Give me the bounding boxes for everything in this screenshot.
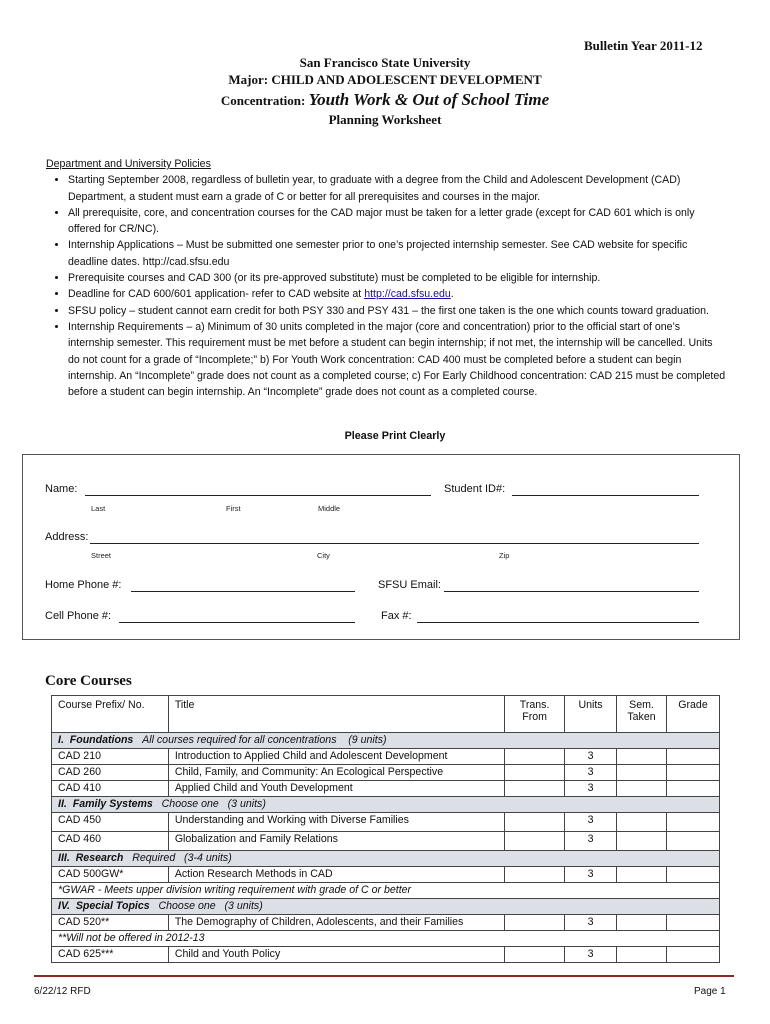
sem-taken-cell[interactable] <box>617 947 667 963</box>
course-title: Child, Family, and Community: An Ecological Perspective <box>168 765 504 781</box>
trans-from-cell[interactable] <box>505 749 565 765</box>
concentration-label: Concentration: <box>220 93 306 108</box>
please-print-note: Please Print Clearly <box>344 430 446 442</box>
units-cell: 3 <box>565 765 617 781</box>
bulletin-year: Bulletin Year 2011-12 <box>584 38 703 53</box>
home-phone-label: Home Phone #: <box>45 579 122 591</box>
major-name: CHILD AND ADOLESCENT DEVELOPMENT <box>271 72 542 87</box>
address-field[interactable] <box>90 531 699 544</box>
sem-taken-cell[interactable] <box>617 749 667 765</box>
trans-from-cell[interactable] <box>505 832 565 851</box>
units-cell: 3 <box>565 781 617 797</box>
course-code: CAD 260 <box>52 765 169 781</box>
policy-item-deadline <box>68 286 726 302</box>
deadline-end: . <box>450 288 454 301</box>
trans-from-cell[interactable] <box>505 765 565 781</box>
footer-rule <box>34 975 734 977</box>
units-cell: 3 <box>565 915 617 931</box>
core-courses-table <box>51 695 720 963</box>
deadline-text: Deadline for CAD 600/601 application- refer to CAD website at <box>68 288 365 301</box>
student-id-label: Student ID#: <box>444 483 506 495</box>
sem-taken-cell[interactable] <box>617 867 667 883</box>
policy-item: • Prerequisite courses and CAD 300 (or its pre-approved substitute) must be completed to be eligible for internship. <box>68 270 726 286</box>
course-title: Introduction to Applied Child and Adolescent Development <box>168 749 504 765</box>
zip-sublabel: Zip <box>499 551 510 560</box>
course-row <box>52 832 720 851</box>
core-table-body <box>52 733 720 963</box>
course-code: CAD 520** <box>52 915 169 931</box>
section-desc: All courses required for all concentrations (9 units) <box>142 734 387 746</box>
section-row <box>52 733 720 749</box>
course-title: Child and Youth Policy <box>168 947 504 963</box>
policy-item: • All prerequisite, core, and concentration courses for the CAD major must be taken for a letter grade (except for CAD 601 which is only offered for CR/NC). <box>68 205 726 238</box>
concentration-name: Youth Work & Out of School Time <box>308 90 550 109</box>
grade-cell[interactable] <box>666 765 719 781</box>
grade-cell[interactable] <box>666 915 719 931</box>
section-cell <box>52 797 720 813</box>
sem-taken-cell[interactable] <box>617 813 667 832</box>
address-label: Address: <box>45 531 89 543</box>
policy-item: • Starting September 2008, regardless of bulletin year, to graduate with a degree from the Child and Adolescent Development (CAD) Department, a student must earn a grade of C or better for all prerequisites and courses in the major. <box>68 172 726 205</box>
section-row <box>52 851 720 867</box>
street-sublabel: Street <box>91 551 112 560</box>
section-name: IV. Special Topics <box>58 900 150 912</box>
home-phone-field[interactable] <box>131 579 355 592</box>
grade-cell[interactable] <box>666 749 719 765</box>
email-field[interactable] <box>444 579 699 592</box>
student-id-field[interactable] <box>512 483 699 496</box>
name-field[interactable] <box>85 483 431 496</box>
policies-section <box>46 156 726 400</box>
units-cell: 3 <box>565 947 617 963</box>
core-courses-title: Core Courses <box>45 673 132 689</box>
course-title: The Demography of Children, Adolescents, and their Families <box>168 915 504 931</box>
middle-sublabel: Middle <box>318 504 341 513</box>
sem-taken-cell[interactable] <box>617 765 667 781</box>
footer-date: 6/22/12 RFD <box>34 986 91 997</box>
sem-taken-cell[interactable] <box>617 832 667 851</box>
email-label: SFSU Email: <box>378 579 441 591</box>
course-code: CAD 460 <box>52 832 169 851</box>
section-desc: Choose one (3 units) <box>161 798 266 810</box>
note-row <box>52 883 720 899</box>
col-header-title: Title <box>168 696 504 733</box>
note-row <box>52 931 720 947</box>
policy-item: • Internship Applications – Must be submitted one semester prior to one’s projected internship semester. See CAD website for specific deadline dates. http://cad.sfsu.edu <box>68 237 726 270</box>
section-cell <box>52 733 720 749</box>
course-row <box>52 947 720 963</box>
col-header-prefix: Course Prefix/ No. <box>52 696 169 733</box>
course-code: CAD 210 <box>52 749 169 765</box>
cell-phone-label: Cell Phone #: <box>45 610 112 622</box>
policies-list <box>46 172 726 400</box>
course-title: Understanding and Working with Diverse Families <box>168 813 504 832</box>
grade-cell[interactable] <box>666 867 719 883</box>
sem-taken-cell[interactable] <box>617 781 667 797</box>
trans-from-cell[interactable] <box>505 781 565 797</box>
fax-field[interactable] <box>417 610 699 623</box>
trans-from-cell[interactable] <box>505 947 565 963</box>
units-cell: 3 <box>565 749 617 765</box>
footer-page: Page 1 <box>694 986 726 997</box>
section-desc: Required (3-4 units) <box>132 852 232 864</box>
major-label: Major: <box>228 72 269 87</box>
city-sublabel: City <box>317 551 330 560</box>
trans-from-cell[interactable] <box>505 813 565 832</box>
section-row <box>52 797 720 813</box>
course-row <box>52 749 720 765</box>
col-header-grade: Grade <box>666 696 719 733</box>
university-name: San Francisco State University <box>299 55 471 70</box>
course-row <box>52 813 720 832</box>
course-title: Action Research Methods in CAD <box>168 867 504 883</box>
course-row <box>52 781 720 797</box>
grade-cell[interactable] <box>666 947 719 963</box>
units-cell: 3 <box>565 867 617 883</box>
worksheet-title: Planning Worksheet <box>328 112 442 127</box>
course-row <box>52 915 720 931</box>
course-row <box>52 867 720 883</box>
section-cell <box>52 899 720 915</box>
grade-cell[interactable] <box>666 813 719 832</box>
major-line <box>0 72 770 88</box>
units-cell: 3 <box>565 832 617 851</box>
cad-website-link[interactable]: http://cad.sfsu.edu <box>364 288 451 301</box>
course-code: CAD 500GW* <box>52 867 169 883</box>
name-label: Name: <box>45 483 78 495</box>
col-header-trans-from: Trans. From <box>505 696 565 733</box>
course-title: Globalization and Family Relations <box>168 832 504 851</box>
section-desc: Choose one (3 units) <box>158 900 263 912</box>
course-code: CAD 625*** <box>52 947 169 963</box>
fax-label: Fax #: <box>381 610 412 622</box>
col-header-sem-taken: Sem. Taken <box>617 696 667 733</box>
policy-item: • Internship Requirements – a) Minimum of 30 units completed in the major (core and concentration) prior to the official start of one’s internship semester. This requirement must be met before a student can begin internship; if not met, the internship will be cancelled. Units do not count for a grade of “Incomplete;” b) For Youth Work concentration: CAD 400 must be completed before a student can begin internship. An “Incomplete” grade does not count as a completed course; c) For Early Childhood concentration: CAD 215 must be completed before a student can begin internship. An “Incomplete” grade does not count as a completed course. <box>68 319 726 400</box>
concentration-line <box>0 90 770 110</box>
policy-item: • SFSU policy – student cannot earn credit for both PSY 330 and PSY 431 – the first one taken is the one which counts toward graduation. <box>68 303 726 319</box>
course-code: CAD 410 <box>52 781 169 797</box>
section-cell <box>52 851 720 867</box>
course-code: CAD 450 <box>52 813 169 832</box>
policies-title: Department and University Policies <box>46 158 211 170</box>
first-sublabel: First <box>226 504 241 513</box>
grade-cell[interactable] <box>666 781 719 797</box>
grade-cell[interactable] <box>666 832 719 851</box>
sem-taken-cell[interactable] <box>617 915 667 931</box>
trans-from-cell[interactable] <box>505 867 565 883</box>
student-info-box <box>22 454 740 640</box>
last-sublabel: Last <box>91 504 106 513</box>
col-header-units: Units <box>565 696 617 733</box>
course-title: Applied Child and Youth Development <box>168 781 504 797</box>
section-name: III. Research <box>58 852 124 864</box>
section-row <box>52 899 720 915</box>
section-name: I. Foundations <box>58 734 134 746</box>
note-cell: **Will not be offered in 2012-13 <box>52 931 720 947</box>
units-cell: 3 <box>565 813 617 832</box>
course-row <box>52 765 720 781</box>
section-name: II. Family Systems <box>58 798 153 810</box>
note-cell: *GWAR - Meets upper division writing requirement with grade of C or better <box>52 883 720 899</box>
cell-phone-field[interactable] <box>119 610 355 623</box>
trans-from-cell[interactable] <box>505 915 565 931</box>
